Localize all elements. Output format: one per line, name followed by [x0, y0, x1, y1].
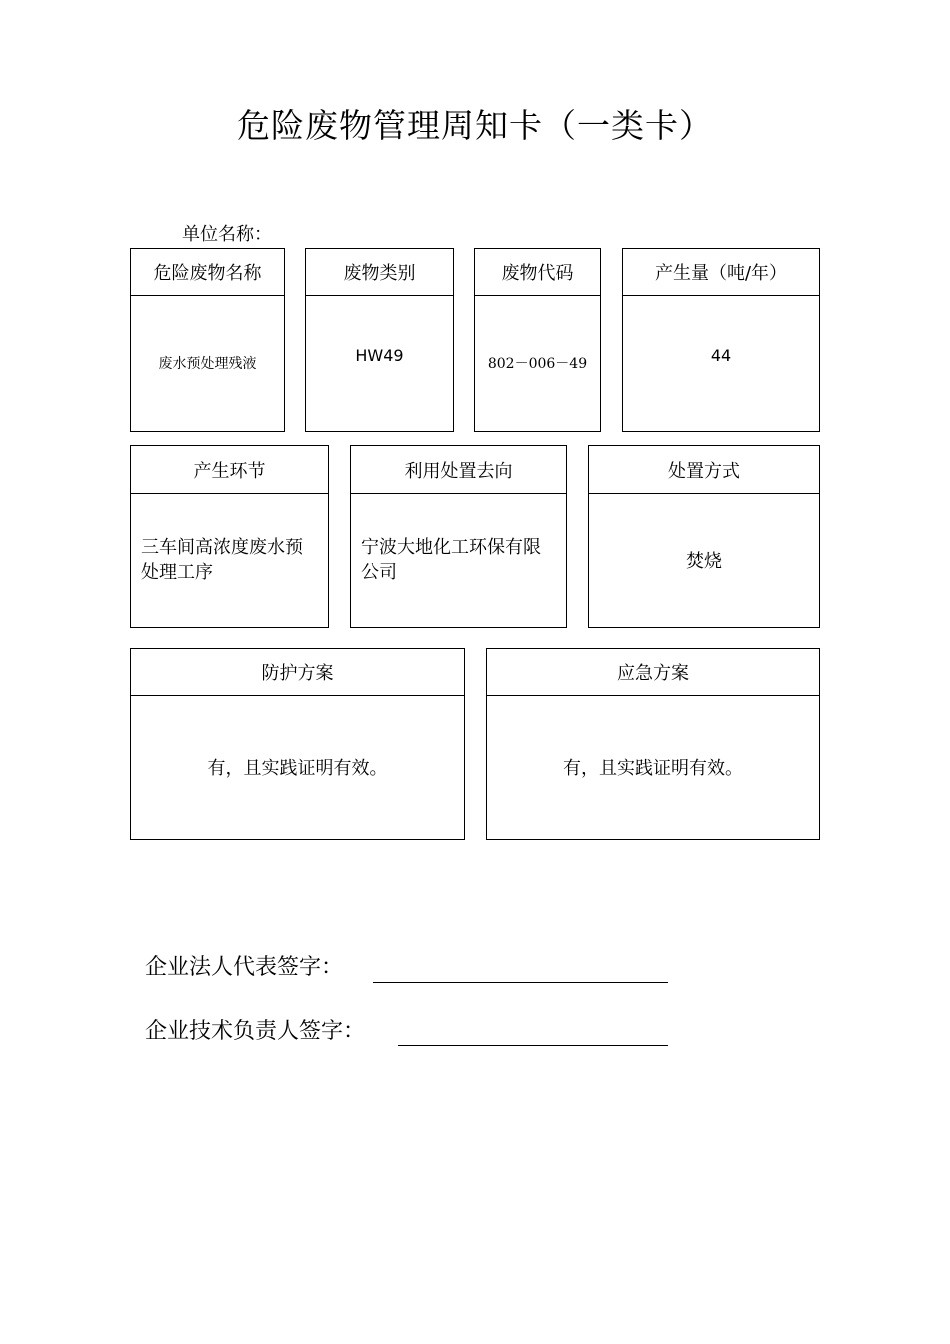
unit-name-label: 单位名称：: [182, 224, 272, 245]
emergency-plan-header: 应急方案: [487, 649, 819, 696]
waste-category-header: 废物类别: [306, 249, 453, 296]
disposal-destination-cell: [350, 445, 567, 628]
waste-category-value: HW49: [355, 345, 404, 365]
protection-plan-cell: [130, 648, 465, 840]
production-step-cell: [130, 445, 329, 628]
output-amount-value: 44: [710, 345, 732, 365]
waste-code-value: 802－006－49: [487, 356, 588, 372]
waste-name-header: 危险废物名称: [131, 249, 284, 296]
disposal-method-value: 焚烧: [686, 551, 722, 572]
output-amount-header: 产生量（吨/年）: [623, 249, 819, 296]
disposal-method-cell: [588, 445, 820, 628]
legal-rep-signature-line[interactable]: [373, 982, 668, 983]
tech-lead-signature-line[interactable]: [398, 1045, 668, 1046]
page-title: 危险废物管理周知卡（一类卡）: [237, 106, 713, 145]
disposal-destination-header: 利用处置去向: [351, 446, 566, 494]
waste-category-cell: [305, 248, 454, 432]
waste-code-header: 废物代码: [475, 249, 600, 296]
waste-name-value: 废水预处理残液: [158, 356, 257, 372]
production-step-header: 产生环节: [131, 446, 328, 494]
disposal-destination-value: 宁波大地化工环保有限公司: [361, 537, 541, 583]
production-step-value: 三车间高浓度废水预处理工序: [141, 537, 303, 583]
output-amount-cell: [622, 248, 820, 432]
protection-plan-header: 防护方案: [131, 649, 464, 696]
disposal-method-header: 处置方式: [589, 446, 819, 494]
waste-code-cell: [474, 248, 601, 432]
protection-plan-value: 有，且实践证明有效。: [207, 758, 388, 779]
legal-rep-signature-label: 企业法人代表签字：: [145, 955, 344, 980]
emergency-plan-value: 有，且实践证明有效。: [563, 758, 743, 779]
waste-name-cell: [130, 248, 285, 432]
emergency-plan-cell: [486, 648, 820, 840]
tech-lead-signature-label: 企业技术负责人签字：: [145, 1019, 366, 1044]
